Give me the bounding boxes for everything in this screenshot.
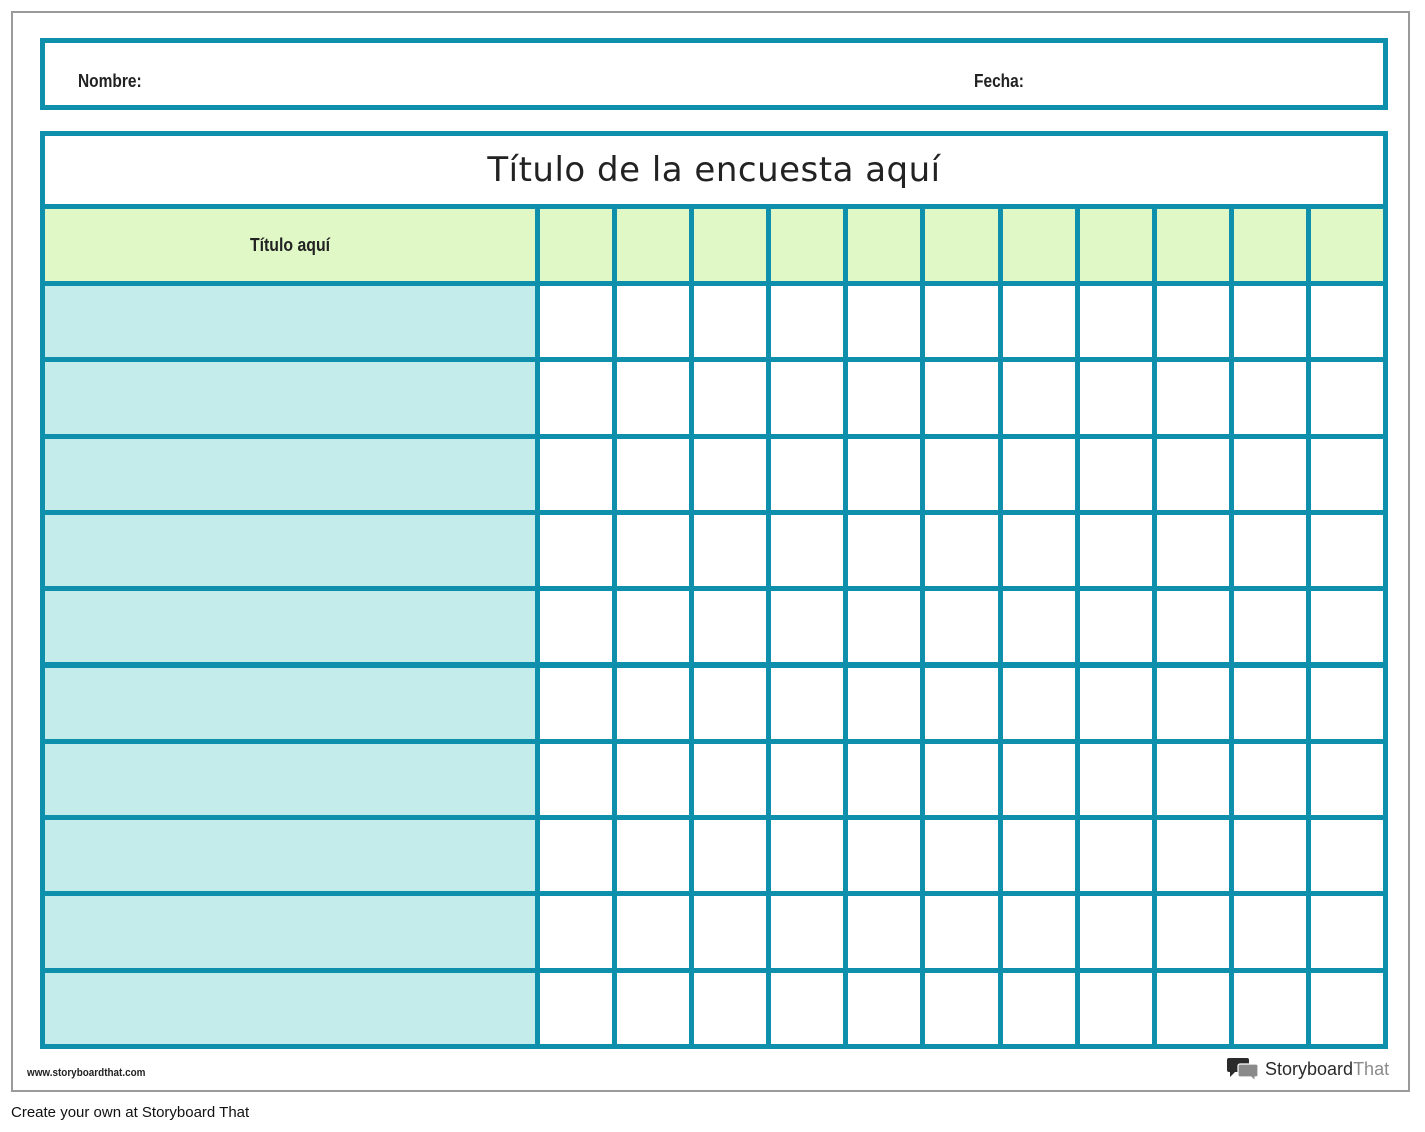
tally-cell[interactable] xyxy=(617,820,689,891)
speech-bubbles-icon xyxy=(1227,1056,1259,1082)
tally-cell[interactable] xyxy=(848,744,920,815)
tally-cell[interactable] xyxy=(1157,362,1229,433)
tally-cell[interactable] xyxy=(925,362,997,433)
survey-title: Título de la encuesta aquí xyxy=(487,150,941,190)
tally-cell[interactable] xyxy=(617,744,689,815)
tally-cell[interactable] xyxy=(1234,668,1306,739)
tally-cell[interactable] xyxy=(925,896,997,967)
tally-cell[interactable] xyxy=(1003,515,1075,586)
tally-cell[interactable] xyxy=(694,286,766,357)
tally-cell[interactable] xyxy=(848,820,920,891)
tally-cell[interactable] xyxy=(1157,744,1229,815)
tally-cell[interactable] xyxy=(694,591,766,662)
tally-cell[interactable] xyxy=(1157,973,1229,1044)
survey-row-label-cell[interactable] xyxy=(45,362,535,433)
tally-header-cell[interactable] xyxy=(1003,209,1075,281)
tally-cell[interactable] xyxy=(848,439,920,510)
tally-cell[interactable] xyxy=(617,362,689,433)
tally-cell[interactable] xyxy=(925,668,997,739)
tally-cell[interactable] xyxy=(1080,668,1152,739)
brand-name-dark: Storyboard xyxy=(1265,1058,1354,1079)
tally-cell[interactable] xyxy=(1080,591,1152,662)
tally-header-cell[interactable] xyxy=(848,209,920,281)
survey-table xyxy=(40,131,1388,1049)
tally-cell[interactable] xyxy=(617,973,689,1044)
tally-cell[interactable] xyxy=(1311,362,1383,433)
tally-cell[interactable] xyxy=(1080,286,1152,357)
tally-cell[interactable] xyxy=(1003,973,1075,1044)
tally-cell[interactable] xyxy=(1003,668,1075,739)
tally-cell[interactable] xyxy=(617,286,689,357)
tally-cell[interactable] xyxy=(540,820,612,891)
tally-cell[interactable] xyxy=(1157,439,1229,510)
tally-cell[interactable] xyxy=(540,973,612,1044)
tally-cell[interactable] xyxy=(771,591,843,662)
tally-cell[interactable] xyxy=(771,973,843,1044)
survey-row-label-cell[interactable] xyxy=(45,668,535,739)
tally-cell[interactable] xyxy=(694,896,766,967)
tally-cell[interactable] xyxy=(848,286,920,357)
tally-cell[interactable] xyxy=(540,439,612,510)
tally-cell[interactable] xyxy=(694,439,766,510)
tally-cell[interactable] xyxy=(1003,744,1075,815)
tally-cell[interactable] xyxy=(1157,591,1229,662)
tally-cell[interactable] xyxy=(1311,591,1383,662)
tally-header-cell[interactable] xyxy=(617,209,689,281)
tally-cell[interactable] xyxy=(1311,744,1383,815)
tally-cell[interactable] xyxy=(540,362,612,433)
survey-title-cell xyxy=(45,136,1383,204)
tally-cell[interactable] xyxy=(925,515,997,586)
tally-cell[interactable] xyxy=(694,744,766,815)
tally-cell[interactable] xyxy=(1003,286,1075,357)
tally-cell[interactable] xyxy=(848,591,920,662)
name-label: Nombre: xyxy=(78,71,142,91)
tally-cell[interactable] xyxy=(694,820,766,891)
tally-cell[interactable] xyxy=(848,362,920,433)
survey-row-label-cell[interactable] xyxy=(45,439,535,510)
tally-cell[interactable] xyxy=(925,973,997,1044)
brand-name xyxy=(1265,1059,1389,1080)
tally-cell[interactable] xyxy=(540,744,612,815)
tally-cell[interactable] xyxy=(1311,820,1383,891)
tally-cell[interactable] xyxy=(1311,973,1383,1044)
tally-cell[interactable] xyxy=(1311,439,1383,510)
tally-cell[interactable] xyxy=(771,286,843,357)
tally-cell[interactable] xyxy=(771,439,843,510)
tally-header-cell[interactable] xyxy=(694,209,766,281)
tally-cell[interactable] xyxy=(925,744,997,815)
tally-cell[interactable] xyxy=(540,896,612,967)
tally-cell[interactable] xyxy=(1003,820,1075,891)
tally-cell[interactable] xyxy=(1003,591,1075,662)
column-header-title: Título aquí xyxy=(249,234,331,255)
tally-cell[interactable] xyxy=(1157,820,1229,891)
tally-header-cell[interactable] xyxy=(1080,209,1152,281)
tally-cell[interactable] xyxy=(925,286,997,357)
tally-cell[interactable] xyxy=(925,820,997,891)
tally-cell[interactable] xyxy=(617,668,689,739)
storyboardthat-logo xyxy=(1227,1056,1389,1082)
tally-cell[interactable] xyxy=(1234,896,1306,967)
tally-cell[interactable] xyxy=(1003,439,1075,510)
tally-cell[interactable] xyxy=(771,668,843,739)
tally-cell[interactable] xyxy=(771,896,843,967)
tally-cell[interactable] xyxy=(617,896,689,967)
tally-cell[interactable] xyxy=(694,362,766,433)
tally-header-cell[interactable] xyxy=(540,209,612,281)
tally-cell[interactable] xyxy=(1234,820,1306,891)
tally-cell[interactable] xyxy=(694,515,766,586)
tally-header-cell[interactable] xyxy=(771,209,843,281)
tally-cell[interactable] xyxy=(848,668,920,739)
tally-cell[interactable] xyxy=(1234,286,1306,357)
tally-cell[interactable] xyxy=(1234,439,1306,510)
tally-cell[interactable] xyxy=(925,591,997,662)
tally-cell[interactable] xyxy=(617,591,689,662)
tally-cell[interactable] xyxy=(1311,515,1383,586)
tally-cell[interactable] xyxy=(1311,896,1383,967)
tally-cell[interactable] xyxy=(1311,286,1383,357)
website-url: www.storyboardthat.com xyxy=(27,1067,146,1079)
tally-cell[interactable] xyxy=(1080,820,1152,891)
survey-row-label-cell[interactable] xyxy=(45,744,535,815)
tally-cell[interactable] xyxy=(848,515,920,586)
survey-row-label-cell[interactable] xyxy=(45,591,535,662)
name-date-box xyxy=(40,38,1388,110)
brand-name-light: That xyxy=(1353,1058,1390,1079)
tally-cell[interactable] xyxy=(771,820,843,891)
survey-row-label-cell[interactable] xyxy=(45,896,535,967)
tally-cell[interactable] xyxy=(1234,744,1306,815)
tally-cell[interactable] xyxy=(771,744,843,815)
tally-cell[interactable] xyxy=(617,515,689,586)
column-header-cell xyxy=(45,209,535,281)
tally-cell[interactable] xyxy=(1234,362,1306,433)
tally-cell[interactable] xyxy=(1003,896,1075,967)
tally-cell[interactable] xyxy=(771,362,843,433)
tally-cell[interactable] xyxy=(1080,896,1152,967)
tally-header-cell[interactable] xyxy=(925,209,997,281)
create-your-own-note: Create your own at Storyboard That xyxy=(11,1104,250,1121)
tally-header-cell[interactable] xyxy=(1234,209,1306,281)
tally-cell[interactable] xyxy=(1157,515,1229,586)
tally-cell[interactable] xyxy=(540,286,612,357)
tally-cell[interactable] xyxy=(1157,668,1229,739)
survey-row-label-cell[interactable] xyxy=(45,973,535,1044)
tally-cell[interactable] xyxy=(1234,973,1306,1044)
tally-cell[interactable] xyxy=(540,591,612,662)
date-label: Fecha: xyxy=(974,71,1024,91)
tally-cell[interactable] xyxy=(771,515,843,586)
tally-cell[interactable] xyxy=(925,439,997,510)
tally-cell[interactable] xyxy=(848,973,920,1044)
tally-cell[interactable] xyxy=(1080,515,1152,586)
tally-cell[interactable] xyxy=(1234,515,1306,586)
tally-cell[interactable] xyxy=(694,973,766,1044)
tally-cell[interactable] xyxy=(1311,668,1383,739)
tally-cell[interactable] xyxy=(1080,362,1152,433)
tally-header-cell[interactable] xyxy=(1311,209,1383,281)
tally-cell[interactable] xyxy=(1157,896,1229,967)
tally-header-cell[interactable] xyxy=(1157,209,1229,281)
tally-cell[interactable] xyxy=(540,515,612,586)
tally-cell[interactable] xyxy=(1080,439,1152,510)
tally-cell[interactable] xyxy=(1234,591,1306,662)
tally-cell[interactable] xyxy=(848,896,920,967)
survey-row-label-cell[interactable] xyxy=(45,820,535,891)
tally-cell[interactable] xyxy=(1080,744,1152,815)
survey-row-label-cell[interactable] xyxy=(45,515,535,586)
survey-row-label-cell[interactable] xyxy=(45,286,535,357)
tally-cell[interactable] xyxy=(617,439,689,510)
tally-cell[interactable] xyxy=(694,668,766,739)
tally-cell[interactable] xyxy=(1003,362,1075,433)
tally-cell[interactable] xyxy=(1157,286,1229,357)
tally-cell[interactable] xyxy=(1080,973,1152,1044)
tally-cell[interactable] xyxy=(540,668,612,739)
